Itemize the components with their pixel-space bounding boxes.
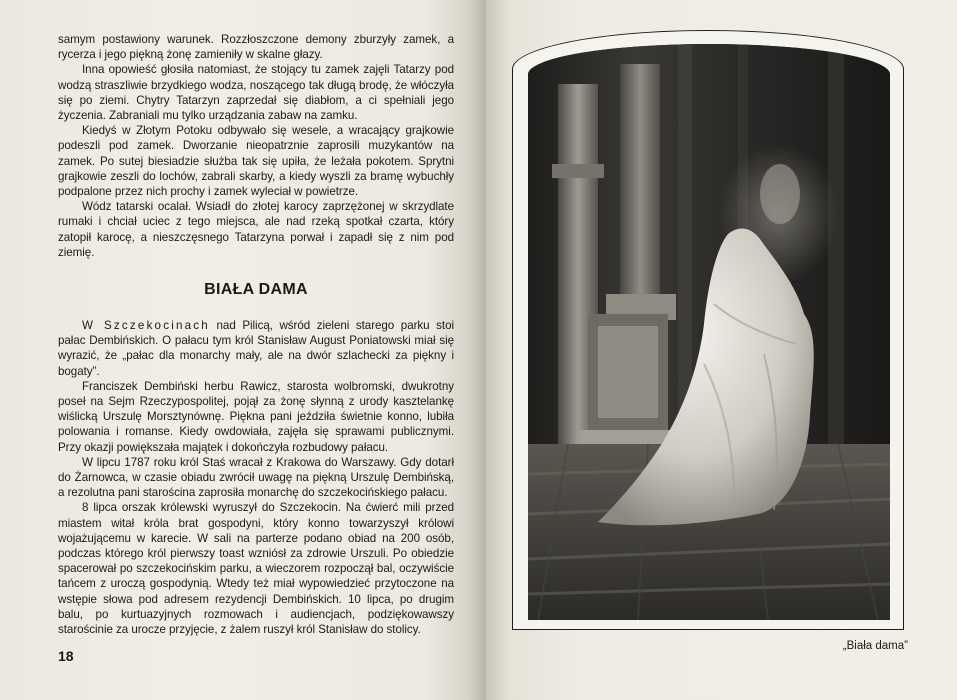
intro-paragraph: Kiedyś w Złotym Potoku odbywało się wesele, a wracający grajkowie podeszli pod zamek. Dworzanie nieopatrznie zaprosili muzykantów na zamek. Po sutej biesiadzie służba tak się upiła, że leżała pokotem. Sprytni grajkowie zeszli do lochów, zabrali skarby, a kiedy wyszli za bramę wybuchły podpalone przez nich prochy i zamek wyleciał w powietrze. <box>58 124 454 199</box>
chapter-paragraph: 8 lipca orszak królewski wyruszył do Szczekocin. Na ćwierć mili przed miastem witał króla brat gospodyni, który konno towarzyszył królowi wojażującemu w karecie. W sali na parterze podano obiad na 200 osób, podczas którego król pierwszy toast wzniósł za zdrowie Urszuli. Po obiedzie spacerował po szczekocińskim parku, a wieczorem rozpoczął bal, oczywiście tańcem z uroczą gospodynią. Wtedy też miał wypowiedzieć przytoczone na wstępie słowa pod adresem rezydencji Dembińskich. 10 lipca, po drugim balu, po kurtuazyjnych rozmowach i audiencjach, podziękowawszy starościnie za urocze przyjęcie, z żalem ruszył król Stanisław do stolicy. <box>58 501 454 637</box>
chapter-paragraph: Franciszek Dembiński herbu Rawicz, starosta wolbromski, dwukrotny poseł na Sejm Rzeczypospolitej, pojął za żonę słynną z urody kasztelankę wiślicką Urszulę Morsztynównę. Piękna pani jeździła świetnie konno, lubiła polowania i romanse. Kiedy owdowiała, zajęła się sprawami publicznymi. Przy okazji powiększała majątek i dokończyła rozbudowy pałacu. <box>58 379 454 454</box>
chapter-paragraph: W lipcu 1787 roku król Staś wracał z Krakowa do Warszawy. Gdy dotarł do Żarnowca, w czasie obiadu zwrócił uwagę na piękną Urszulę Dembińską, a rezolutna pani starościna zaprosiła monarchę do szczekocińskiego pałacu. <box>58 455 454 500</box>
intro-paragraph: Inna opowieść głosiła natomiast, że stojący tu zamek zajęli Tatarzy pod wodzą straszliwie brzydkiego wodza, noszącego tak długą brodę, że włóczyła się po ziemi. Chytry Tatarzyn zaprzedał się diabłom, a ci spełniali jego życzenia. Zabraniali mu tylko urządzania zabaw na zamku. <box>58 63 454 123</box>
chapter-opening-paragraph <box>58 318 454 379</box>
chapter-title: BIAŁA DAMA <box>204 281 308 298</box>
white-lady-illustration <box>528 44 890 620</box>
illustration-caption: „Biała dama” <box>842 640 908 652</box>
chapter-opening-word: W Szczekocinach <box>82 319 210 332</box>
intro-paragraph: samym postawiony warunek. Rozzłoszczone demony zburzyły zamek, a rycerza i jego piękną żonę zamieniły w skalne głazy. <box>58 33 454 62</box>
chapter-text-block <box>58 318 454 637</box>
chapter-opening-rest: nad Pilicą, wśród zieleni starego parku stoi pałac Dembińskich. O pałacu tym król Stanisław August Poniatowski miał się wyrazić, że „pałac dla monarchy mały, ale na dwór szlachecki za piękny i bogaty”. <box>58 319 454 378</box>
illustration-artwork <box>528 44 890 620</box>
page-number: 18 <box>58 648 74 664</box>
intro-paragraph: Wódz tatarski ocalał. Wsiadł do złotej karocy zaprzężonej w skrzydlate rumaki i chciał uciec z tego miejsca, ale nad rzeką spotkał czarta, który zatopił karocę, a nieszczęsnego Tatarzyna porwał i zapadł się z nim pod ziemię. <box>58 200 454 259</box>
intro-text-block <box>58 32 454 260</box>
